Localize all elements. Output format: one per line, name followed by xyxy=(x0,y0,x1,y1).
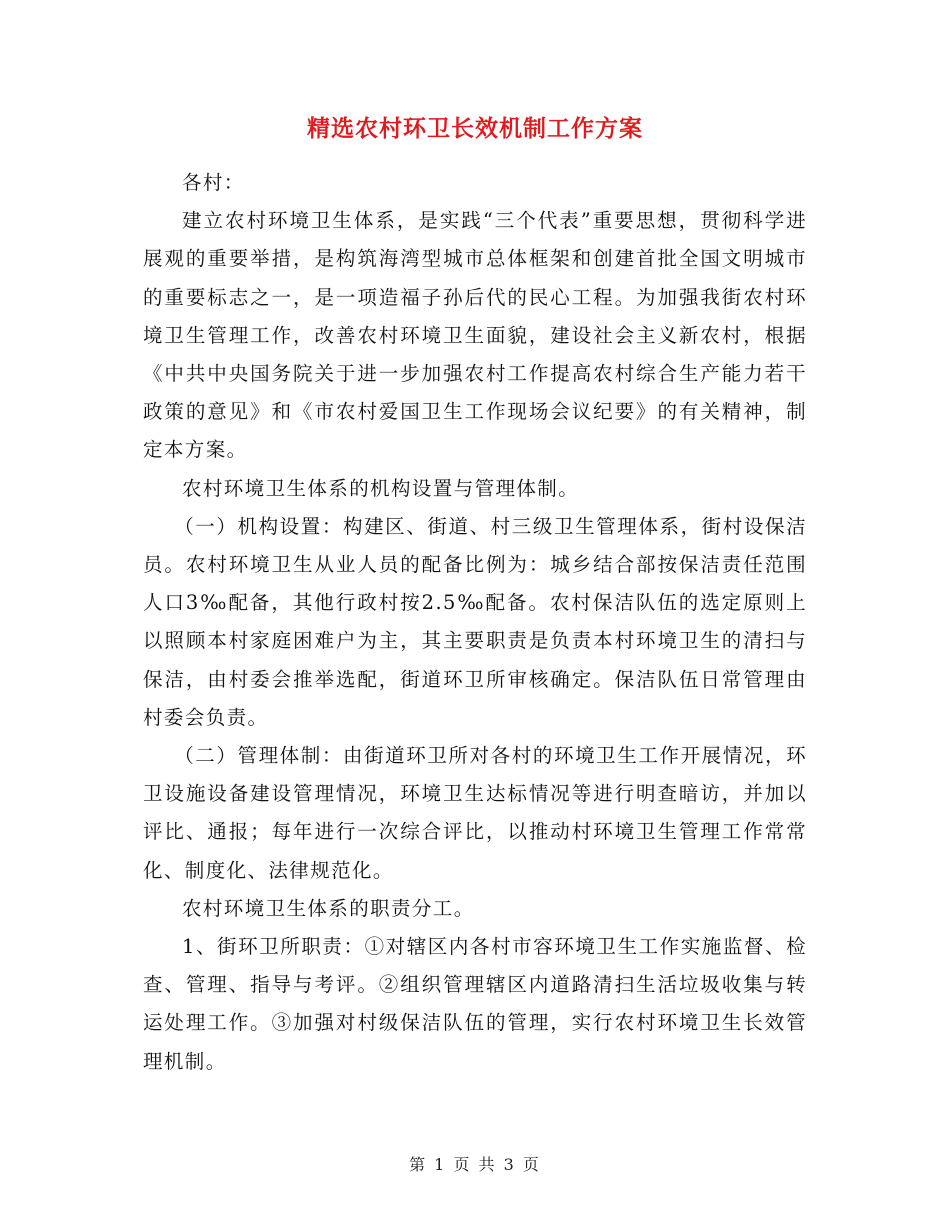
section-heading-responsibilities: 农村环境卫生体系的职责分工。 xyxy=(182,896,475,920)
document-body xyxy=(143,164,807,1081)
paragraph-management-system: （二）管理体制：由街道环卫所对各村的环境卫生工作开展情况，环卫设施设备建设管理情况，环境卫生达标情况等进行明查暗访，并加以评比、通报；每年进行一次综合评比，以推动村环境卫生管理工作常常化、制度化、法律规范化。 xyxy=(143,744,807,882)
paragraph-organization-setup: （一）机构设置：构建区、街道、村三级卫生管理体系，街村设保洁员。农村环境卫生从业人员的配备比例为：城乡结合部按保洁责任范围人口3‰配备，其他行政村按2.5‰配备。农村保洁队伍的选定原则上以照顾本村家庭困难户为主，其主要职责是负责本村环境卫生的清扫与保洁，由村委会推举选配，街道环卫所审核确定。保洁队伍日常管理由村委会负责。 xyxy=(143,514,807,729)
page-number: 第 1 页 共 3 页 xyxy=(409,1155,541,1174)
section-heading-structure: 农村环境卫生体系的机构设置与管理体制。 xyxy=(182,476,580,500)
salutation: 各村： xyxy=(182,171,245,194)
paragraph-sanitation-office-duties: 1、街环卫所职责：①对辖区内各村市容环境卫生工作实施监督、检查、管理、指导与考评。②组织管理辖区内道路清扫生活垃圾收集与转运处理工作。③加强对村级保洁队伍的管理，实行农村环境卫生长效管理机制。 xyxy=(143,935,807,1073)
paragraph-intro: 建立农村环境卫生体系，是实践“三个代表”重要思想，贯彻科学进展观的重要举措，是构筑海湾型城市总体框架和创建首批全国文明城市的重要标志之一，是一项造福子孙后代的民心工程。为加强我街农村环境卫生管理工作，改善农村环境卫生面貌，建设社会主义新农村，根据《中共中央国务院关于进一步加强农村工作提高农村综合生产能力若干政策的意见》和《市农村爱国卫生工作现场会议纪要》的有关精神，制定本方案。 xyxy=(143,209,807,462)
document-title: 精选农村环卫长效机制工作方案 xyxy=(307,115,643,142)
